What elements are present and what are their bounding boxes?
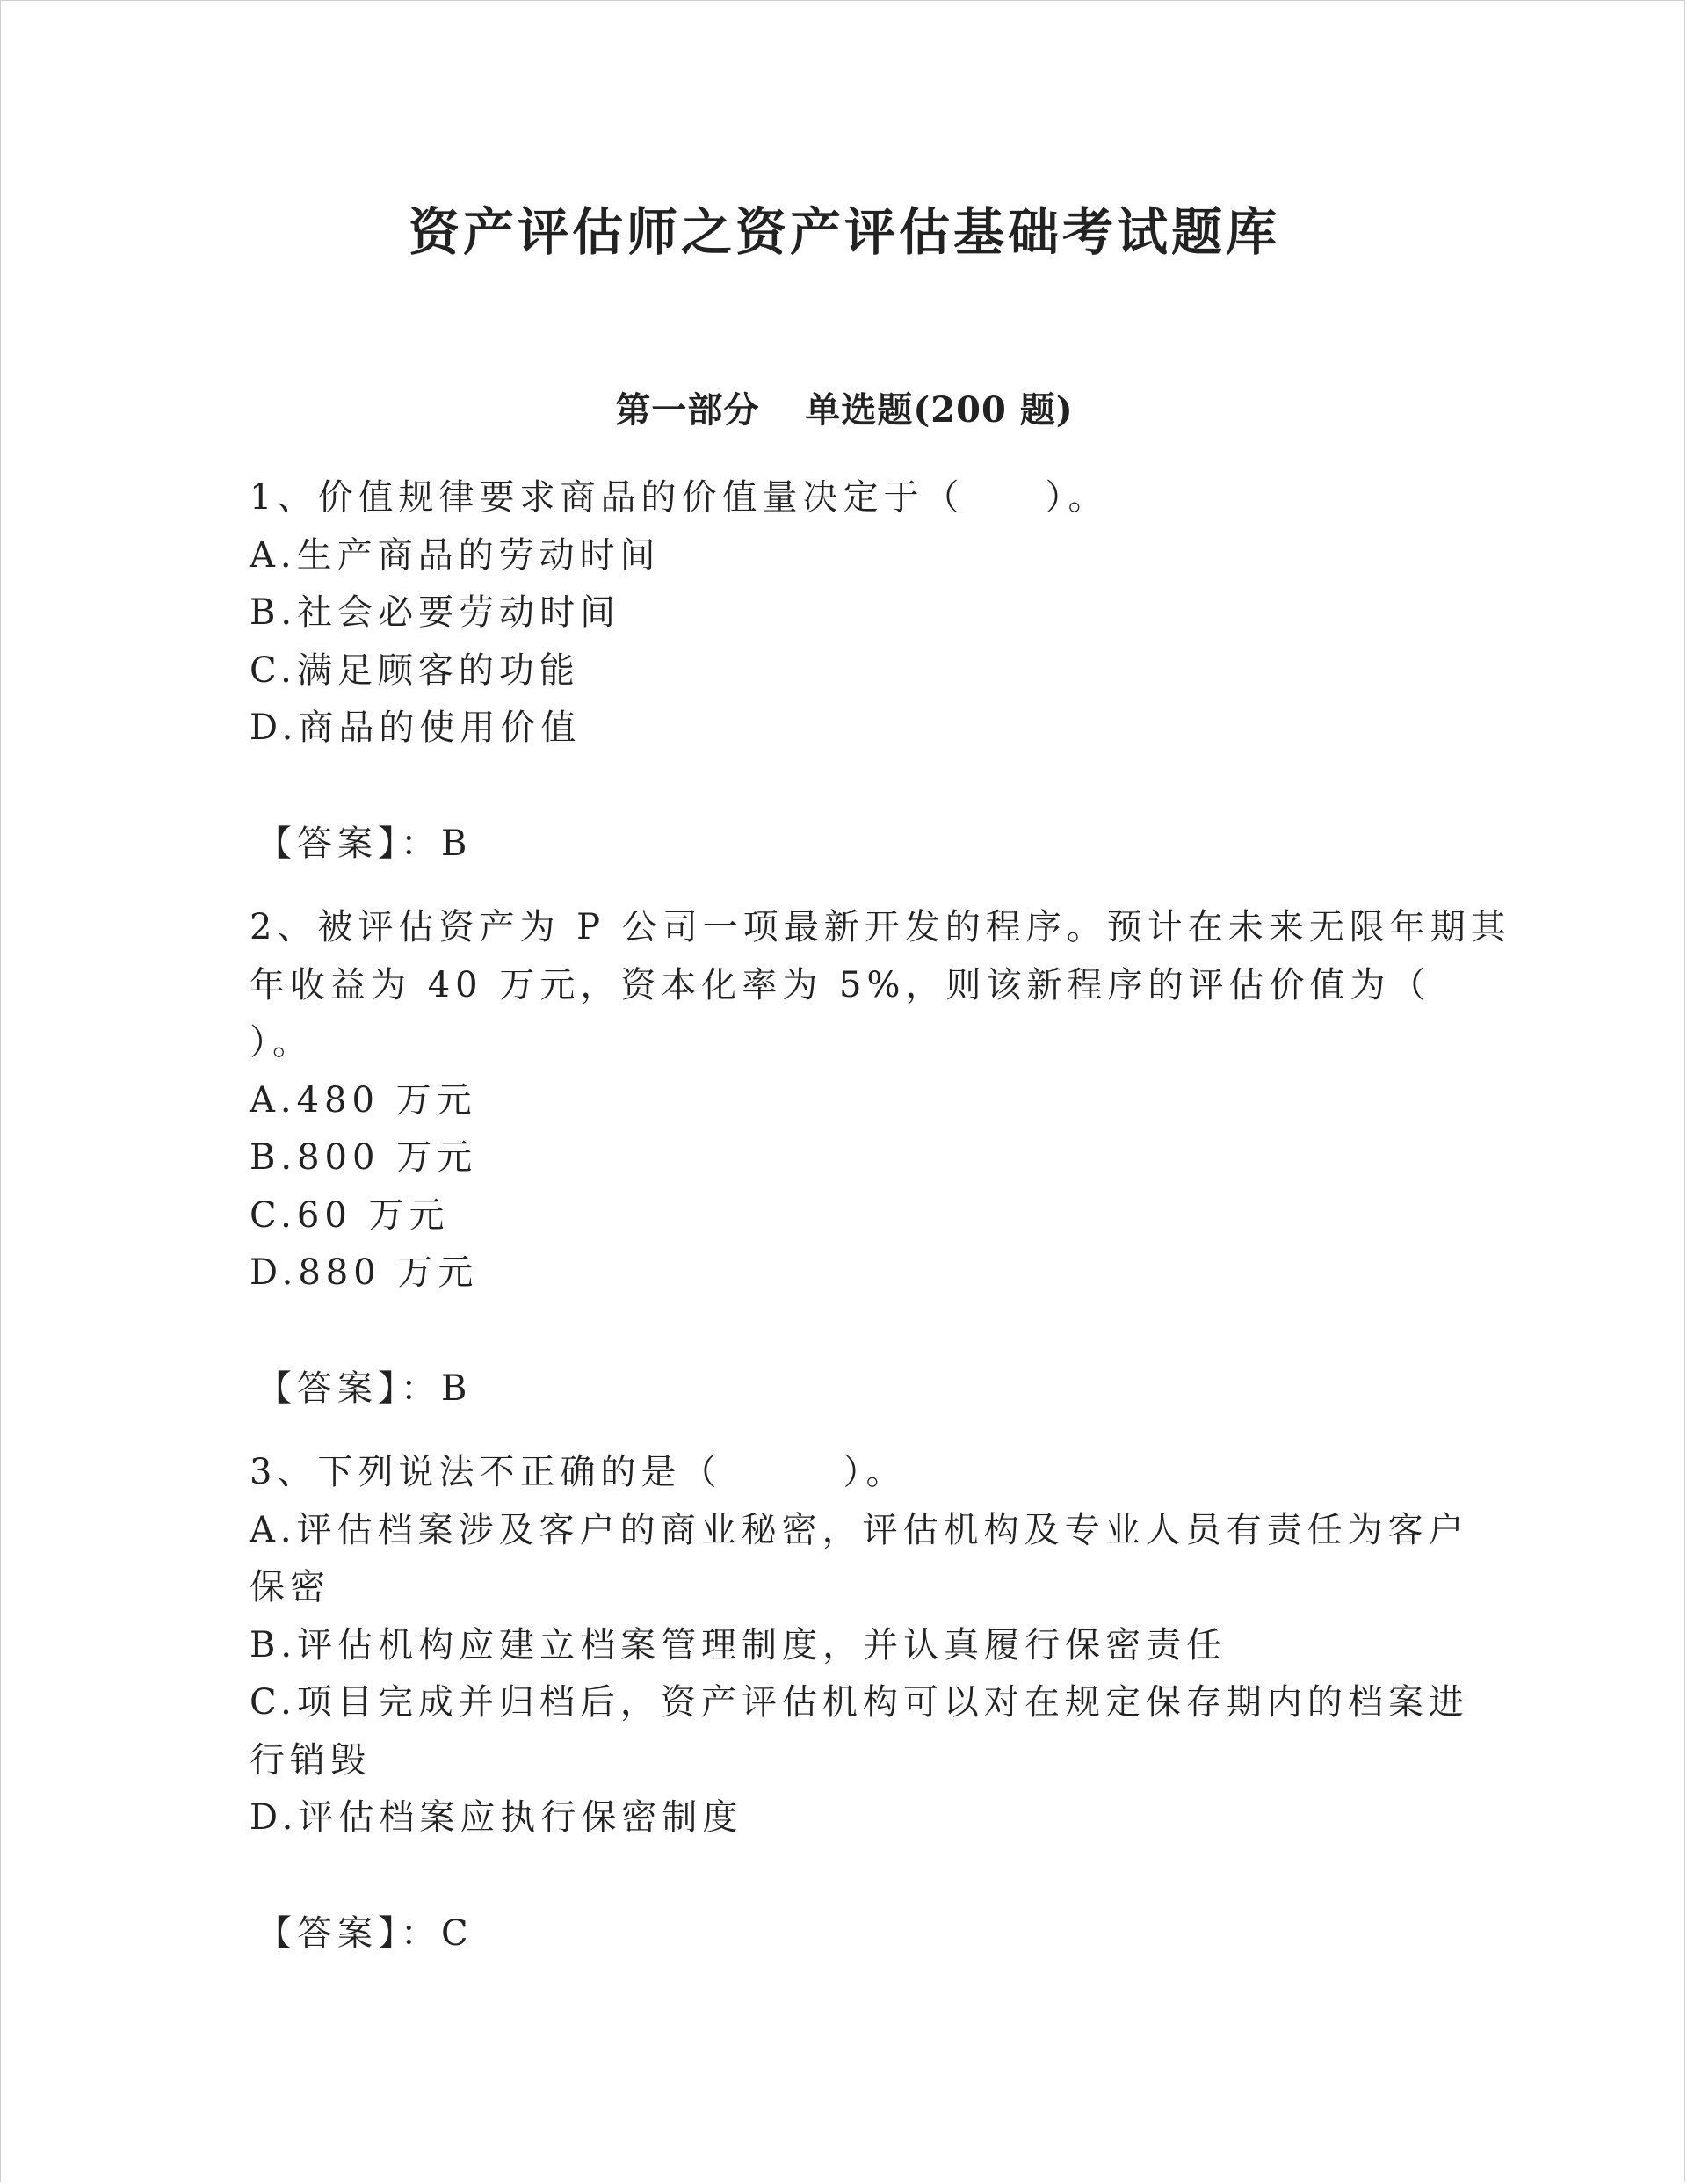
question-stem-line: 2、被评估资产为 P 公司一项最新开发的程序。预计在未来无限年期其 [250,907,1511,947]
question-stem-line: 年收益为 40 万元，资本化率为 5%，则该新程序的评估价值为（ [250,964,1431,1005]
question-stem-line: ）。 [250,1022,313,1063]
answer-line [257,1905,1444,1963]
answer-prefix: 【答案】： [257,823,441,864]
question-3 [250,1444,1469,1963]
question-1 [250,469,1444,873]
document-title: 资产评估师之资产评估基础考试题库 [408,202,1280,262]
option-a: A.生产商品的劳动时间 [250,534,661,576]
option-d: D.评估档案应执行保密制度 [250,1797,743,1838]
option-a: A.480 万元 [250,1079,477,1121]
question-stem-line: 3、下列说法不正确的是（ ）。 [250,1452,907,1492]
option-c-continued: 行销毁 [250,1739,371,1781]
answer-line [257,1360,1444,1419]
option-b: B.社会必要劳动时间 [250,592,621,633]
option-c: C.满足顾客的功能 [250,649,580,691]
answer-value: B [441,1368,473,1409]
option-a: A.评估档案涉及客户的商业秘密，评估机构及专业人员有责任为客户 [250,1509,1469,1550]
option-b: B.800 万元 [250,1137,478,1178]
section-part: 第一部分 [615,389,760,431]
section-heading [1,389,1687,432]
answer-prefix: 【答案】： [257,1912,441,1954]
option-d: D.商品的使用价值 [250,707,582,748]
answer-prefix: 【答案】： [257,1368,441,1409]
question-2 [250,899,1511,1418]
section-name: 单选题(200 题) [805,389,1074,431]
answer-value: C [441,1912,474,1954]
answer-value: B [441,823,473,864]
option-a-continued: 保密 [250,1567,330,1607]
option-c: C.60 万元 [250,1194,450,1236]
question-stem-line: 1、价值规律要求商品的价值量决定于（ ）。 [250,477,1109,518]
option-d: D.880 万元 [250,1252,479,1293]
answer-line [257,816,1444,874]
option-b: B.评估机构应建立档案管理制度，并认真履行保密责任 [250,1624,1227,1665]
question-list [250,469,1511,1963]
option-c: C.项目完成并归档后，资产评估机构可以对在规定保存期内的档案进 [250,1682,1469,1723]
